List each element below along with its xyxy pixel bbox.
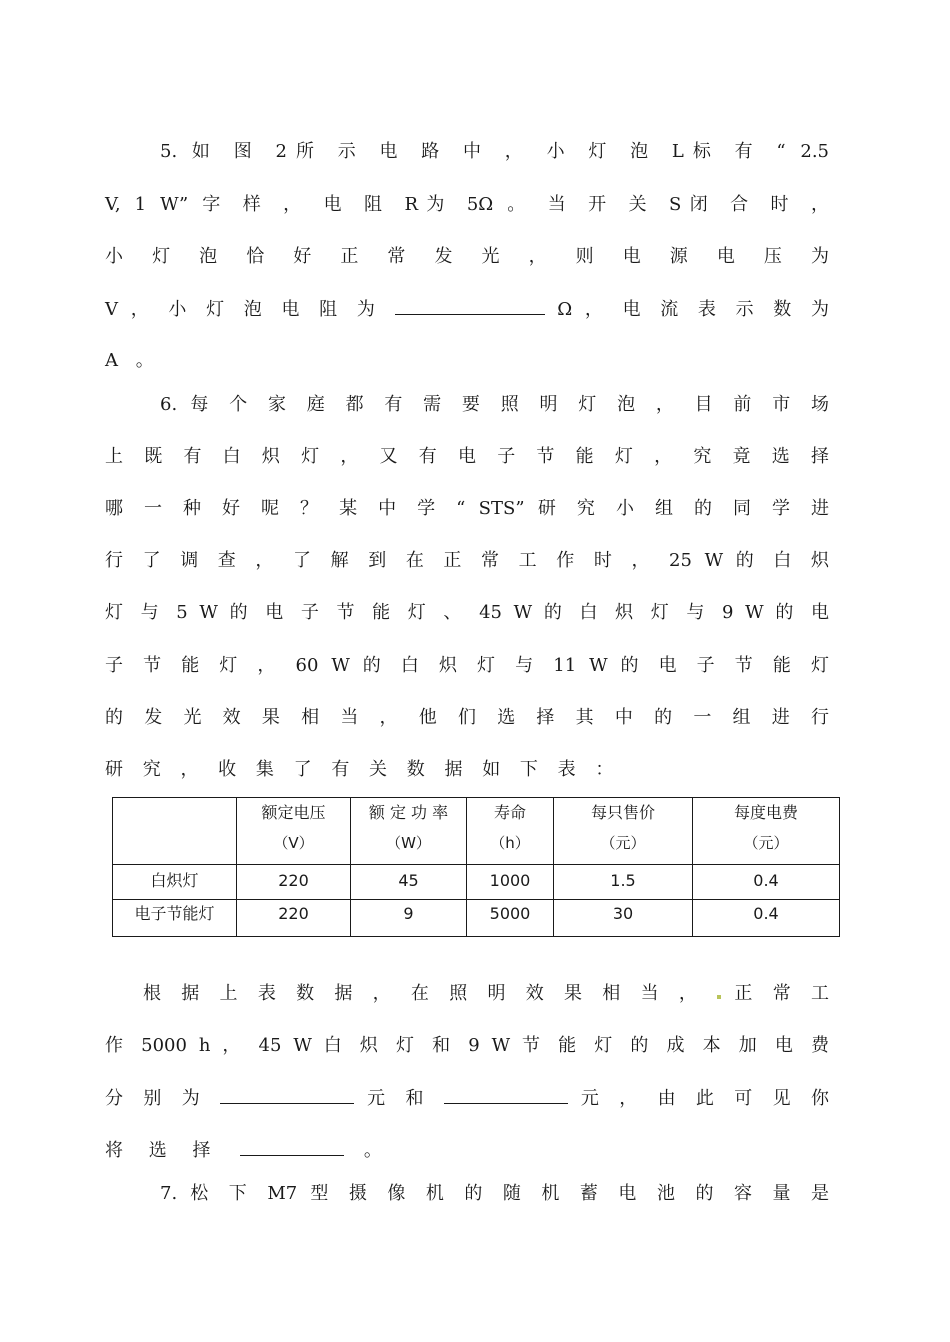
- answer-blank-incandescent-cost[interactable]: [220, 1085, 354, 1104]
- after-line-4-start: 将 选 择: [105, 1140, 221, 1161]
- q6-line-1: 6. 每 个 家 庭 都 有 需 要 照 明 灯 泡 ， 目 前 市 场: [160, 394, 829, 415]
- answer-blank-resistance[interactable]: [395, 296, 545, 315]
- q6-line-6: 子 节 能 灯 ， 60 W 的 白 炽 灯 与 11 W 的 电 子 节 能 灯: [105, 655, 829, 676]
- answer-blank-cfl-cost[interactable]: [444, 1085, 568, 1104]
- after-line-3-end: 元 ， 由 此 可 见 你: [580, 1088, 829, 1109]
- after-line-1-end: 正 常 工: [717, 983, 829, 1004]
- table-row: [113, 865, 840, 900]
- after-line-4-end: 。: [363, 1140, 392, 1161]
- table-header-cell: [554, 798, 693, 865]
- header-price: 每只售价: [590, 803, 655, 822]
- after-line-3-start: 分 别 为: [105, 1088, 208, 1109]
- q6-line-3: 哪 一 种 好 呢 ？ 某 中 学 “ STS” 研 究 小 组 的 同 学 进: [105, 498, 829, 519]
- table-row: [113, 900, 840, 937]
- table-cell: 9: [351, 900, 467, 937]
- q5-line-2: V, 1 W” 字 样 ， 电 阻 R为 5Ω 。 当 开 关 S闭 合 时 ，: [105, 194, 829, 215]
- after-line-4: [105, 1137, 829, 1163]
- table-header-cell: [351, 798, 467, 865]
- after-line-3: [105, 1085, 829, 1111]
- mark-dot: [717, 995, 721, 999]
- table-header-cell: [113, 798, 237, 865]
- header-rated-power: 额 定 功 率: [368, 803, 449, 822]
- header-unit: （元）: [600, 834, 646, 852]
- header-unit: （W）: [386, 834, 431, 852]
- comparison-table: [112, 797, 840, 937]
- table-cell: 5000: [467, 900, 554, 937]
- table-cell: 220: [237, 900, 351, 937]
- after-line-2: 作 5000 h ， 45 W 白 炽 灯 和 9 W 节 能 灯 的 成 本 加 电 费: [105, 1035, 829, 1056]
- q6-line-8: 研 究 ， 收 集 了 有 关 数 据 如 下 表 ：: [105, 759, 621, 780]
- table-header-cell: [467, 798, 554, 865]
- table-cell-lamp-name: 白炽灯: [113, 865, 237, 900]
- header-unit: （V）: [273, 834, 314, 852]
- q5-line-3: 小 灯 泡 恰 好 正 常 发 光 ， 则 电 源 电 压 为: [105, 246, 829, 267]
- table-cell: 1.5: [554, 865, 693, 900]
- table-header-row: [113, 798, 840, 865]
- table-cell: 1000: [467, 865, 554, 900]
- table-cell-lamp-name: 电子节能灯: [113, 900, 237, 937]
- header-rated-voltage: 额定电压: [261, 803, 326, 822]
- header-electricity-fee: 每度电费: [733, 803, 798, 822]
- q5-line-4: [105, 296, 829, 322]
- q5-line-4-start: V ， 小 灯 泡 电 阻 为: [105, 299, 382, 320]
- answer-blank-choice[interactable]: [240, 1137, 344, 1156]
- table-header-cell: [237, 798, 351, 865]
- q6-line-2: 上 既 有 白 炽 灯 ， 又 有 电 子 节 能 灯 ， 究 竟 选 择: [105, 446, 829, 467]
- q5-line-5: A 。: [105, 350, 160, 371]
- header-unit: （元）: [743, 834, 789, 852]
- table-cell: 0.4: [693, 865, 840, 900]
- q5-line-1: 5. 如 图 2所 示 电 路 中 ， 小 灯 泡 L标 有 “ 2.5: [160, 141, 829, 162]
- header-lifetime: 寿命: [493, 803, 526, 822]
- after-line-1: [143, 981, 829, 1007]
- q5-line-4-end: Ω ， 电 流 表 示 数 为: [557, 299, 829, 320]
- table-cell: 45: [351, 865, 467, 900]
- table-cell: 30: [554, 900, 693, 937]
- header-unit: （h）: [490, 834, 530, 852]
- after-line-1-start: 根 据 上 表 数 据 ， 在 照 明 效 果 相 当 ，: [143, 983, 705, 1004]
- q6-line-5: 灯 与 5 W 的 电 子 节 能 灯 、 45 W 的 白 炽 灯 与 9 W 的 电: [105, 602, 829, 623]
- table-header-cell: [693, 798, 840, 865]
- q7-line-1: 7. 松 下 M7 型 摄 像 机 的 随 机 蓄 电 池 的 容 量 是: [160, 1183, 829, 1204]
- table-cell: 0.4: [693, 900, 840, 937]
- q6-line-7: 的 发 光 效 果 相 当 ， 他 们 选 择 其 中 的 一 组 进 行: [105, 707, 829, 728]
- table-cell: 220: [237, 865, 351, 900]
- after-line-3-mid: 元 和: [367, 1088, 431, 1109]
- q6-line-4: 行 了 调 查 ， 了 解 到 在 正 常 工 作 时 ， 25 W 的 白 炽: [105, 550, 829, 571]
